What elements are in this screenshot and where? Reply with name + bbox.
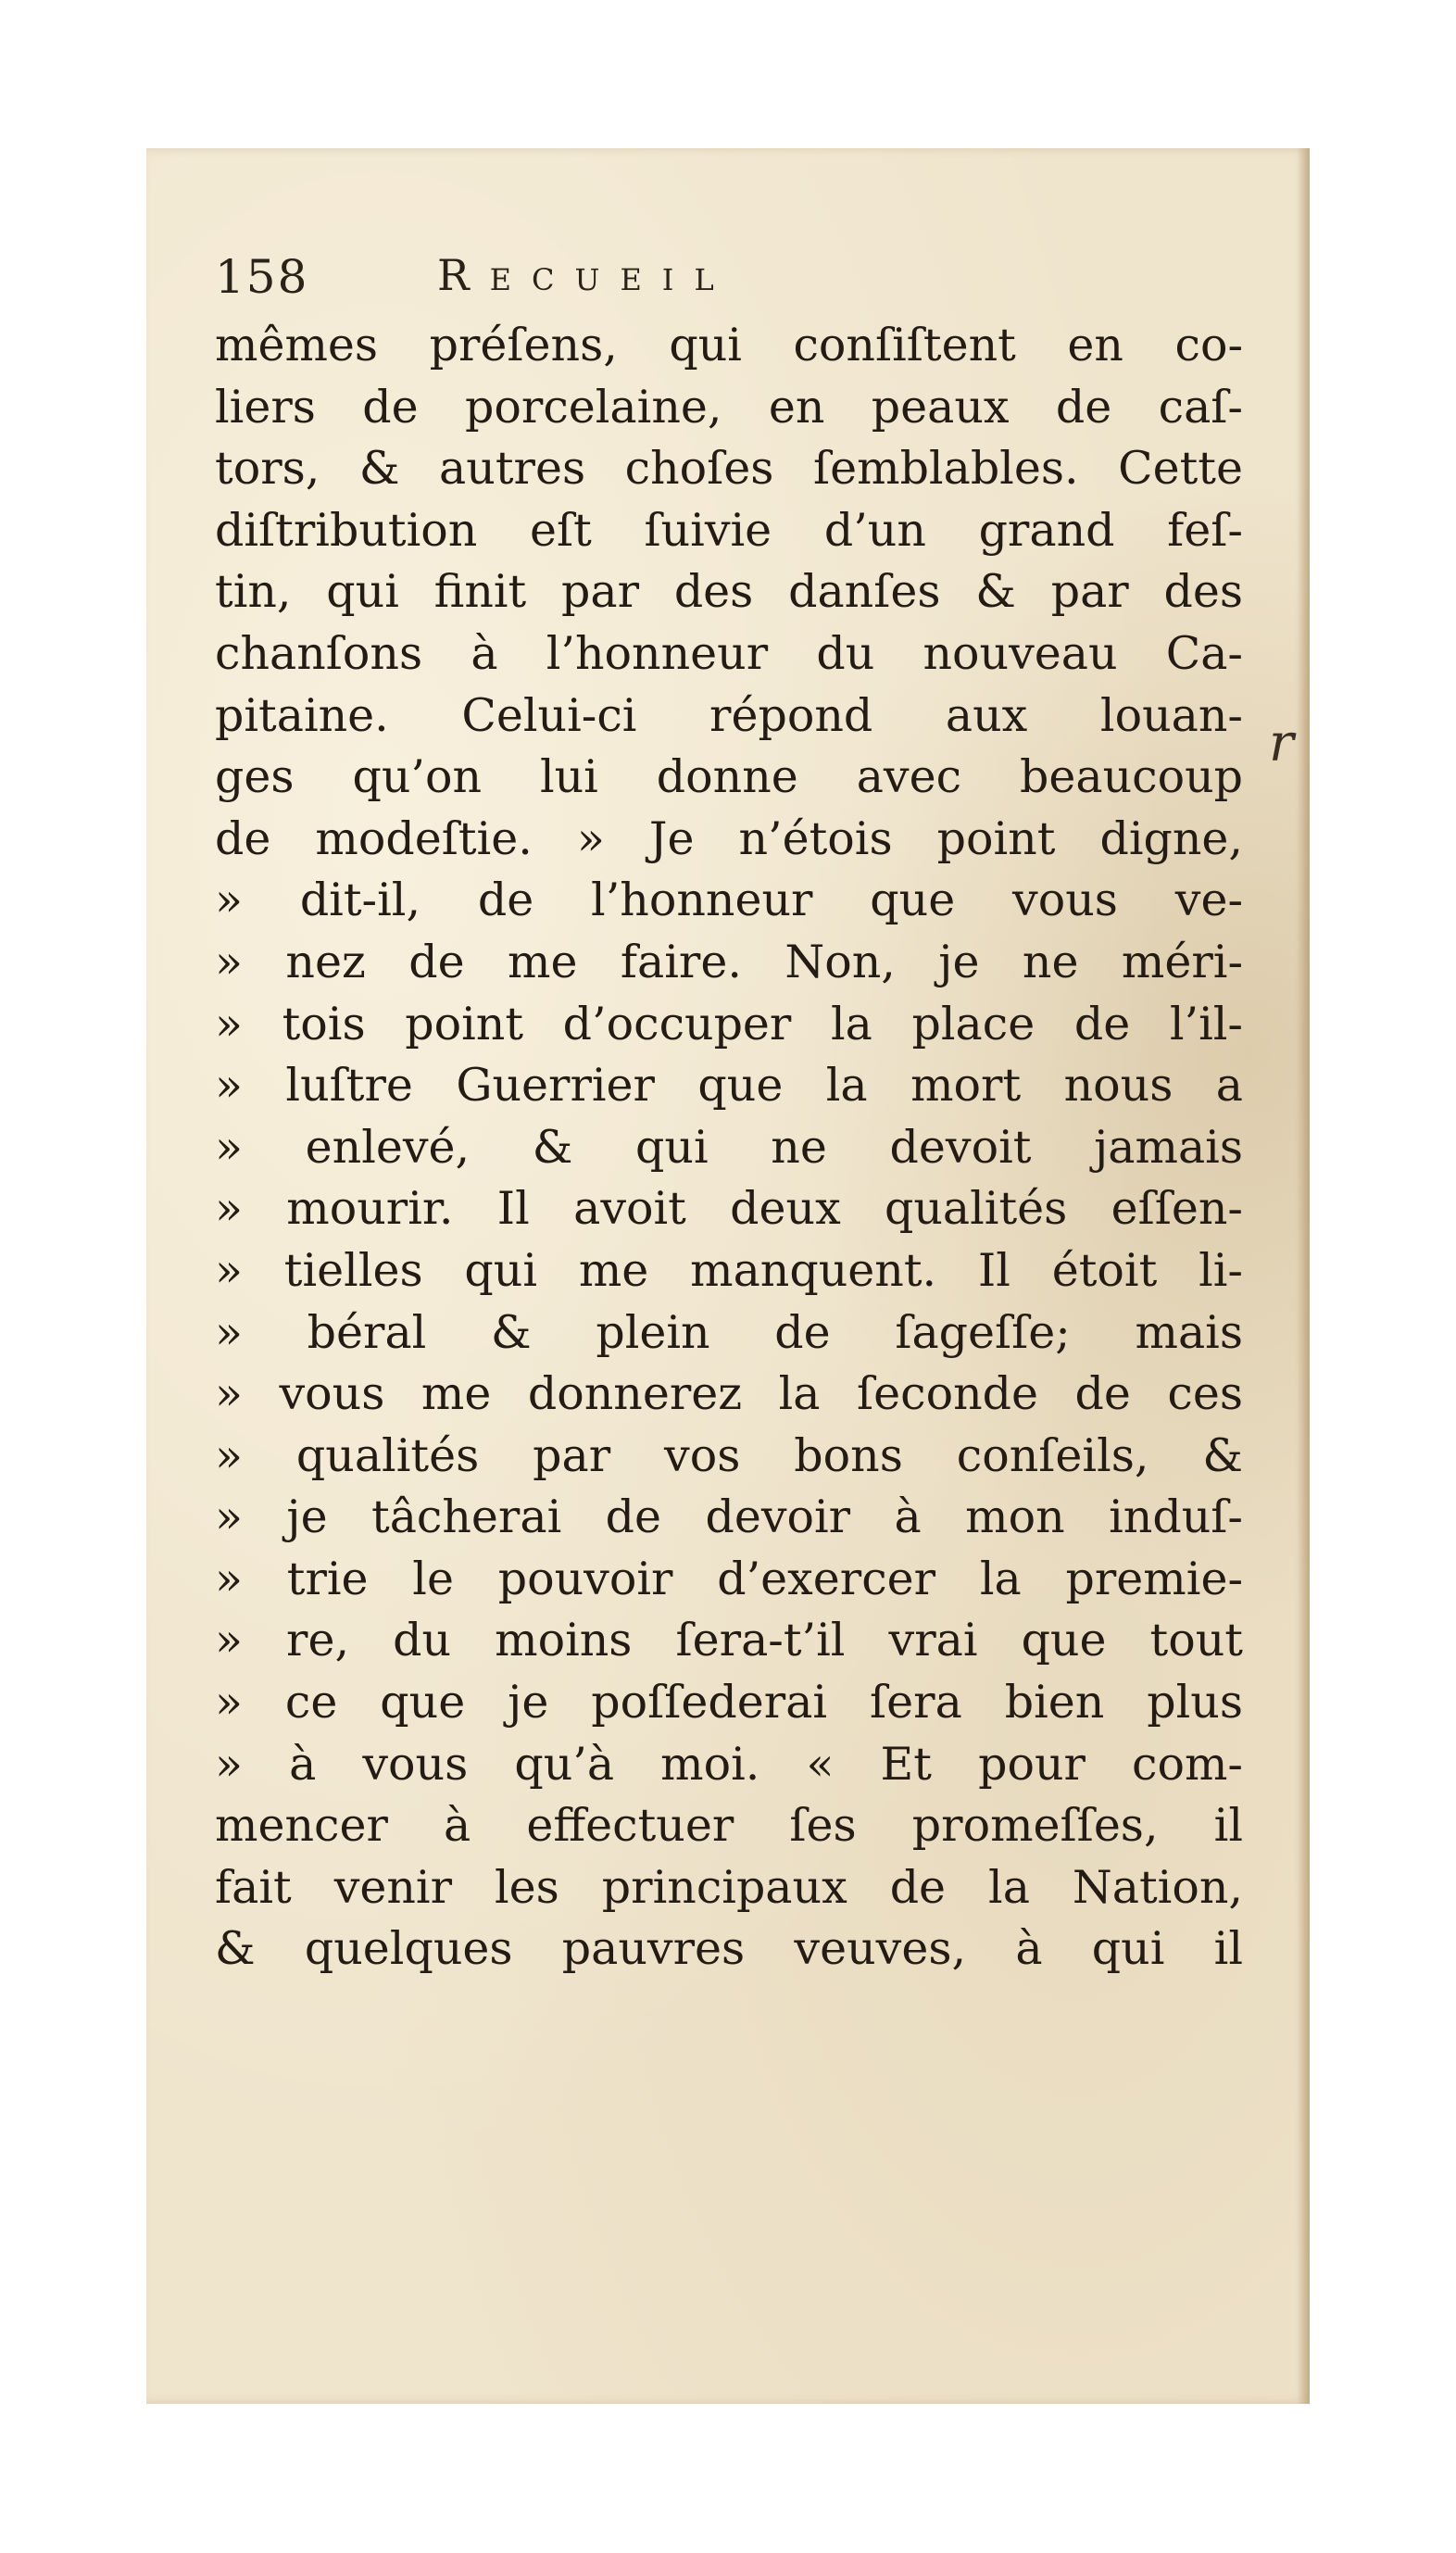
page-header (215, 250, 1252, 306)
text-line: mencer à effectuer ſes promeſſes, il (215, 1799, 1243, 1853)
text-line: » tielles qui me manquent. Il étoit li- (215, 1243, 1243, 1297)
body-text (215, 315, 1243, 1981)
text-line: tors, & autres choſes ſemblables. Cette (215, 442, 1243, 496)
text-line: & quelques pauvres veuves, à qui il (215, 1922, 1243, 1976)
text-line: » trie le pouvoir d’exercer la premie- (215, 1552, 1243, 1605)
text-line: » dit-il, de l’honneur que vous ve- (215, 874, 1243, 927)
text-line: » vous me donnerez la ſeconde de ces (215, 1367, 1243, 1421)
text-line: liers de porcelaine, en peaux de caſ- (215, 380, 1243, 434)
text-line: » je tâcherai de devoir à mon induſ- (215, 1490, 1243, 1544)
text-line: » re, du moins ſera-t’il vrai que tout (215, 1614, 1243, 1667)
text-line: fait venir les principaux de la Nation, (215, 1860, 1243, 1914)
text-line: de modeſtie. » Je n’étois point digne, (215, 811, 1243, 865)
margin-mark: r (1269, 713, 1294, 773)
text-line: » béral & plein de ſageſſe; mais (215, 1305, 1243, 1359)
text-line: » mourir. Il avoit deux qualités eſſen- (215, 1182, 1243, 1236)
text-line: chanſons à l’honneur du nouveau Ca- (215, 626, 1243, 680)
text-line: » nez de me faire. Non, je ne méri- (215, 935, 1243, 988)
text-line: » à vous qu’à moi. « Et pour com- (215, 1737, 1243, 1791)
running-head: Recueil (437, 250, 734, 300)
text-line: » luſtre Guerrier que la mort nous a (215, 1059, 1243, 1113)
text-line: tin, qui finit par des danſes & par des (215, 565, 1243, 619)
text-line: diſtribution eſt ſuivie d’un grand feſ- (215, 503, 1243, 557)
text-line: mêmes préſens, qui conſiſtent en co- (215, 319, 1243, 371)
text-line: » qualités par vos bons conſeils, & (215, 1428, 1243, 1482)
text-line: » enlevé, & qui ne devoit jamais (215, 1120, 1243, 1174)
text-line: » ce que je poſſederai ſera bien plus (215, 1676, 1243, 1729)
text-line: ges qu’on lui donne avec beaucoup (215, 750, 1243, 804)
page-number: 158 (215, 250, 309, 304)
text-line: » tois point d’occuper la place de l’il- (215, 997, 1243, 1050)
text-line: pitaine. Celui-ci répond aux louan- (215, 688, 1243, 742)
